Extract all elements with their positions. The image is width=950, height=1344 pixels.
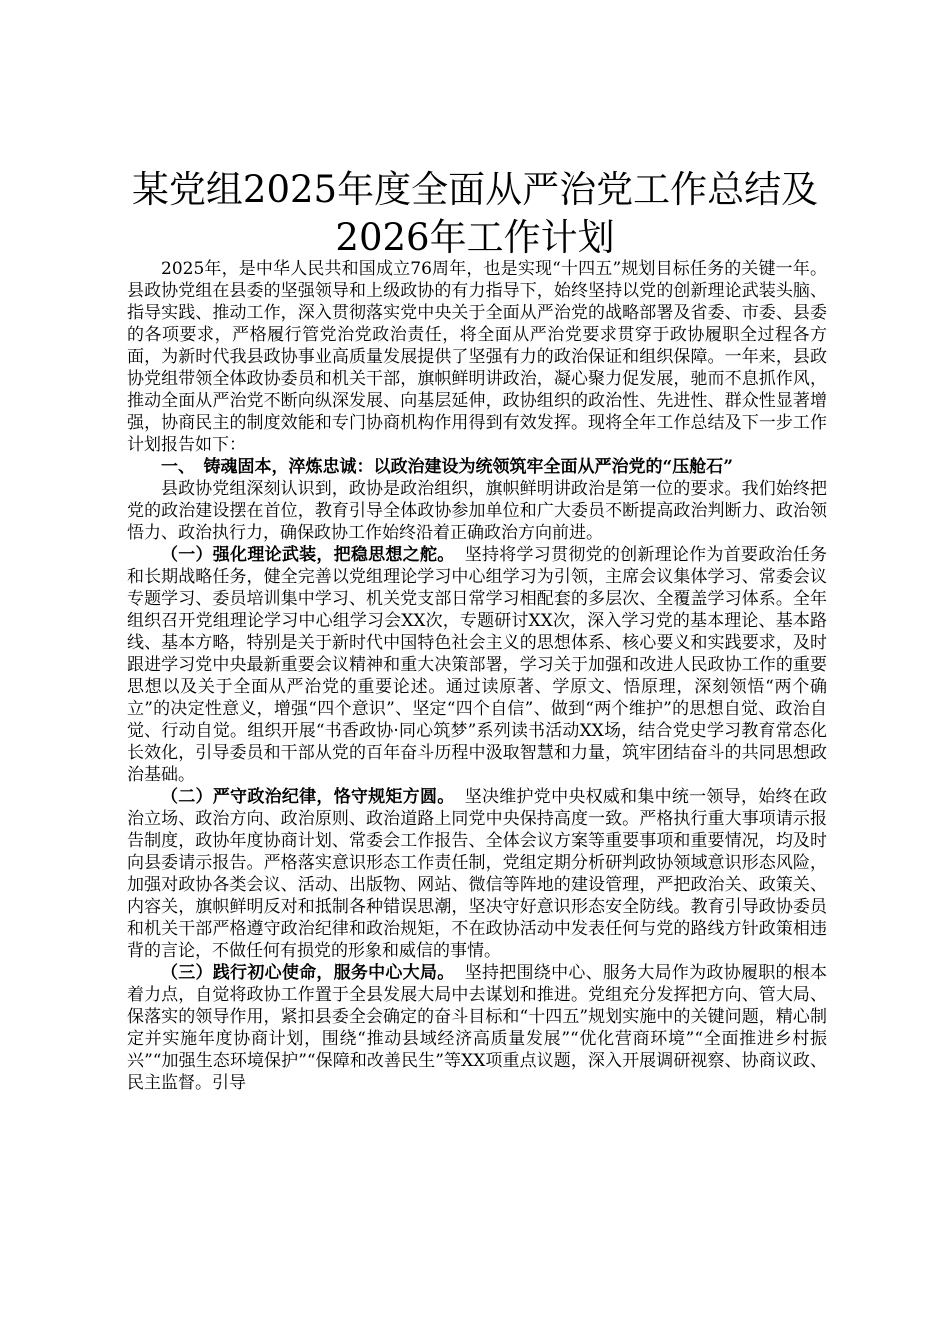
intro-paragraph: 2025年，是中华人民共和国成立76周年，也是实现“十四五”规划目标任务的关键一年。县政协党组在县委的坚强领导和上级政协的有力指导下，始终坚持以党的创新理论武装头脑、指导实践、推动工作，深入贯彻落实党中央关于全面从严治党的战略部署及省委、市委、县委的各项要求，严格履行管党治党政治责任，将全面从严治党要求贯穿于政协履职全过程各方面，为新时代我县政协事业高质量发展提供了坚强有力的政治保证和组织保障。一年来，县政协党组带领全体政协委员和机关干部，旗帜鲜明讲政治，凝心聚力促发展，驰而不息抓作风，推动全面从严治党不断向纵深发展、向基层延伸，政协组织的政治性、先进性、群众性显著增强，协商民主的制度效能和专门协商机构作用得到有效发挥。现将全年工作总结及下一步工作计划报告如下：: [127, 259, 827, 455]
subsection3-title: （三）践行初心使命，服务中心大局。: [161, 963, 455, 983]
subsection2-title: （二）严守政治纪律，恪守规矩方圆。: [161, 787, 455, 807]
subsection1-title: （一）强化理论武装，把稳思想之舵。: [161, 545, 455, 565]
document-body: [127, 258, 827, 1094]
subsection3-paragraph: [127, 962, 827, 1094]
subsection3-text: 坚持把围绕中心、服务大局作为政协履职的根本着力点，自觉将政协工作置于全县发展大局中去谋划和推进。党组充分发挥把方向、管大局、保落实的领导作用，紧扣县委全会确定的奋斗目标和“十四五”规划实施中的关键问题，精心制定并实施年度协商计划，围绕“推动县域经济高质量发展”“优化营商环境”“全面推进乡村振兴”“加强生态环境保护”“保障和改善民生”等XX项重点议题，深入开展调研视察、协商议政、民主监督。引导: [127, 963, 828, 1093]
subsection1-paragraph: [127, 544, 827, 786]
subsection2-text: 坚决维护党中央权威和集中统一领导，始终在政治立场、政治方向、政治原则、政治道路上同党中央保持高度一致。严格执行重大事项请示报告制度，政协年度协商计划、常委会工作报告、全体会议方案等重要事项和重要情况，均及时向县委请示报告。严格落实意识形态工作责任制，党组定期分析研判政协领域意识形态风险，加强对政协各类会议、活动、出版物、网站、微信等阵地的建设管理，严把政治关、政策关、内容关，旗帜鲜明反对和抵制各种错误思潮，坚决守好意识形态安全防线。教育引导政协委员和机关干部严格遵守政治纪律和政治规矩，不在政协活动中发表任何与党的路线方针政策相违背的言论，不做任何有损党的形象和威信的事情。: [127, 787, 828, 961]
section1-intro-paragraph: 县政协党组深刻认识到，政协是政治组织，旗帜鲜明讲政治是第一位的要求。我们始终把党的政治建设摆在首位，教育引导全体政协参加单位和广大委员不断提高政治判断力、政治领悟力、政治执行力，确保政协工作始终沿着正确政治方向前进。: [127, 479, 827, 543]
section1-heading: 一、 铸魂固本，淬炼忠诚：以政治建设为统领筑牢全面从严治党的“压舱石”: [161, 457, 734, 477]
subsection2-paragraph: [127, 786, 827, 962]
document-title-line1: 某党组2025年度全面从严治党工作总结及: [131, 168, 819, 211]
document-title-line2: 2026年工作计划: [335, 216, 615, 259]
subsection1-text: 坚持将学习贯彻党的创新理论作为首要政治任务和长期战略任务，健全完善以党组理论学习中心组学习为引领，主席会议集体学习、常委会议专题学习、委员培训集中学习、机关党支部日常学习相配套的多层次、全覆盖学习体系。全年组织召开党组理论学习中心组学习会XX次，专题研讨XX次，深入学习党的基本理论、基本路线、基本方略，特别是关于新时代中国特色社会主义的思想体系、核心要义和实践要求，及时跟进学习党中央最新重要会议精神和重大决策部署，学习关于加强和改进人民政协工作的重要思想以及关于全面从严治党的重要论述。通过读原著、学原文、悟原理，深刻领悟“两个确立”的决定性意义，增强“四个意识”、坚定“四个自信”、做到“两个维护”的思想自觉、政治自觉、行动自觉。组织开展“书香政协·同心筑梦”系列读书活动XX场，结合党史学习教育常态化长效化，引导委员和干部从党的百年奋斗历程中汲取智慧和力量，筑牢团结奋斗的共同思想政治基础。: [127, 545, 828, 785]
